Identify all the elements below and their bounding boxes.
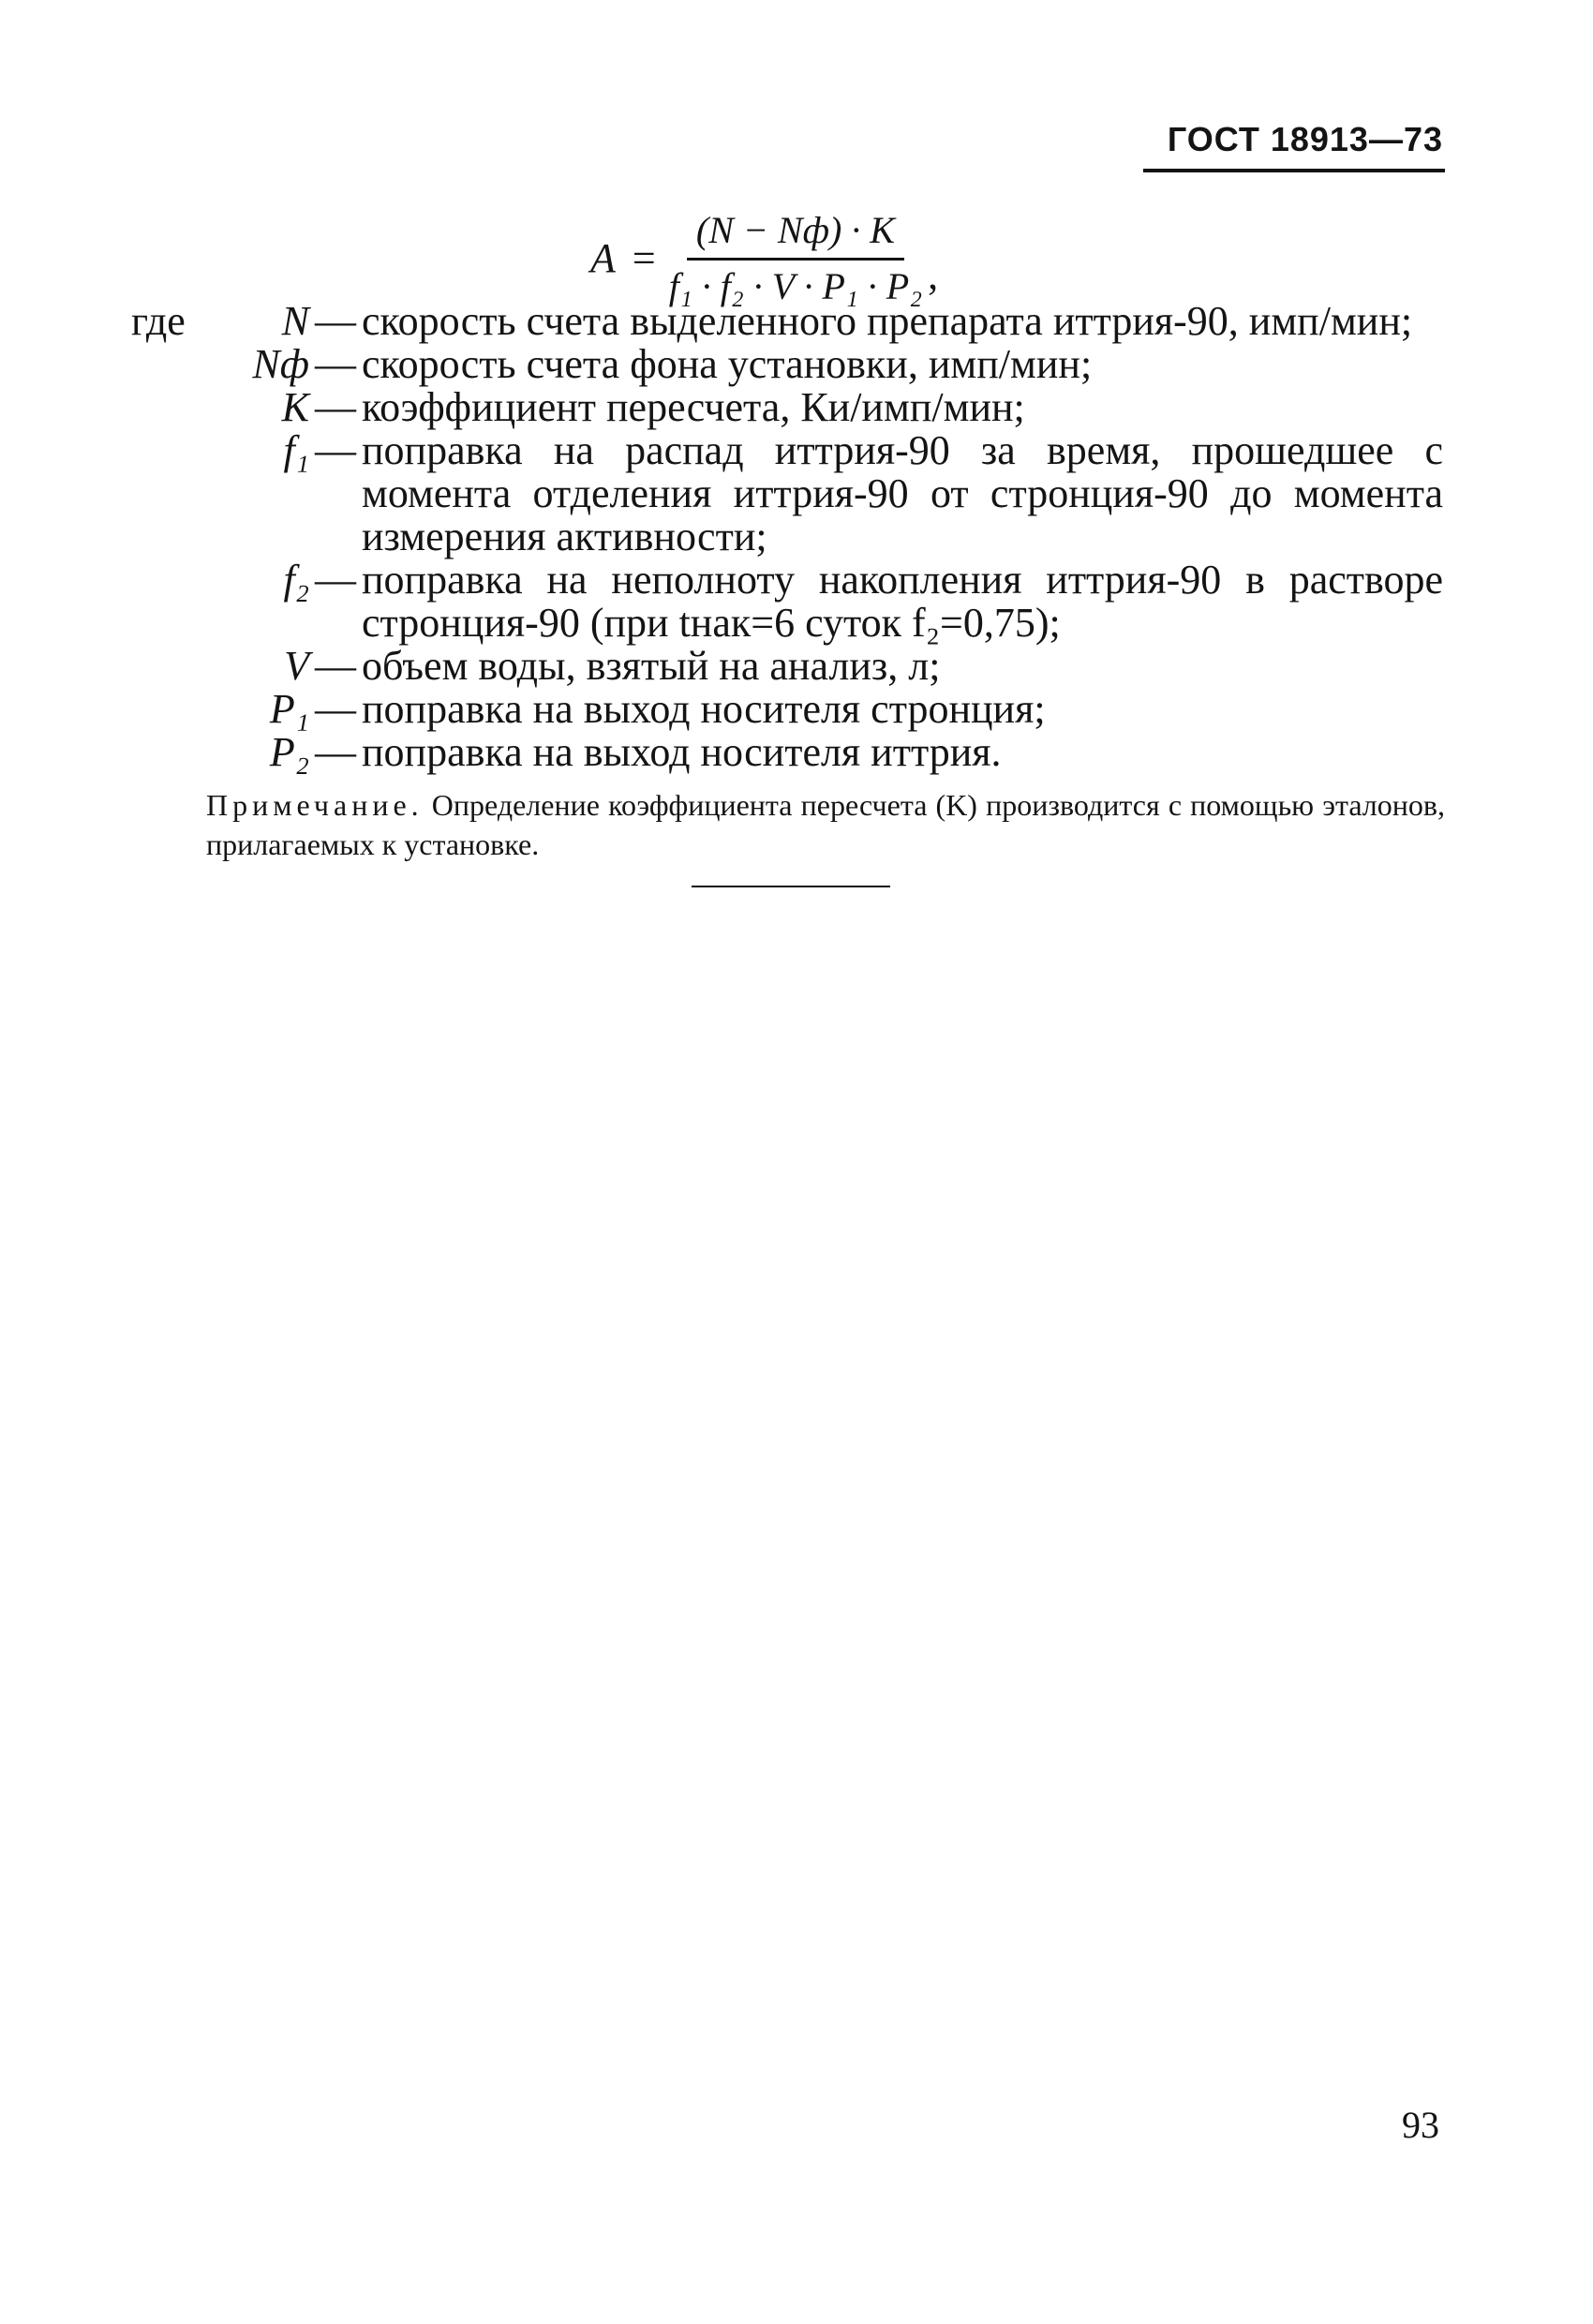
legend-description: скорость счета выделенного препарата иттрия-90, имп/мин; [362, 298, 1413, 344]
legend-item [131, 731, 1443, 774]
legend-symbol: N [281, 298, 309, 344]
formula-fraction [669, 208, 922, 308]
legend-item [131, 386, 1443, 429]
legend-item [131, 645, 1443, 688]
legend-dash: — [315, 729, 356, 775]
legend-dash: — [315, 557, 356, 603]
legend-dash: — [315, 643, 356, 689]
legend-item [131, 343, 1443, 386]
formula-numerator: (N − Nф) · K [687, 208, 904, 261]
legend-description: поправка на распад иттрия-90 за время, прошедшее с момента отделения иттрия-90 от стронция-90 до момента измерения активности; [362, 427, 1443, 559]
section-end-rule [692, 886, 890, 887]
legend-dash: — [315, 298, 356, 344]
formula-denominator: f₁ · f₂ · V · P₁ · P₂ [668, 264, 923, 307]
formula-lhs: A [590, 234, 616, 281]
page-number: 93 [1402, 2104, 1439, 2146]
legend-description: коэффициент пересчета, Ки/имп/мин; [362, 384, 1025, 430]
legend-description: скорость счета фона установки, имп/мин; [362, 341, 1093, 387]
legend-dash: — [315, 686, 356, 732]
legend-description: поправка на выход носителя стронция; [362, 686, 1046, 732]
legend-dash: — [315, 384, 356, 430]
legend-lead: где [131, 298, 186, 344]
legend-description: объем воды, взятый на анализ, л; [362, 643, 941, 689]
note-label: Примечание. [206, 788, 424, 822]
legend-dash: — [315, 341, 356, 387]
formula-punct: , [928, 251, 939, 298]
document-header: ГОСТ 18913—73 [1167, 120, 1443, 158]
legend-symbol: P₁ [269, 686, 309, 732]
legend-item [131, 429, 1443, 559]
legend-symbol: f₁ [283, 427, 309, 473]
note-paragraph [206, 785, 1445, 864]
legend-symbol: Nф [252, 341, 309, 387]
legend-item [131, 688, 1443, 731]
legend-description: поправка на выход носителя иттрия. [362, 729, 1002, 775]
legend-item [131, 559, 1443, 645]
legend-symbol: f₂ [283, 557, 309, 603]
formula-equals: = [632, 234, 656, 281]
note-text: Определение коэффициента пересчета (K) производится с помощью эталонов, прилагаемых к установке. [206, 788, 1446, 861]
legend-symbol: P₂ [269, 729, 309, 775]
legend-dash: — [315, 427, 356, 473]
header-rule [1143, 169, 1445, 172]
formula-legend [131, 300, 1443, 774]
legend-description: поправка на неполноту накопления иттрия-90 в растворе стронция-90 (при tнак=6 суток f₂=0,75); [362, 557, 1443, 646]
legend-symbol: K [281, 384, 309, 430]
legend-symbol: V [284, 643, 309, 689]
legend-item [131, 300, 1443, 343]
